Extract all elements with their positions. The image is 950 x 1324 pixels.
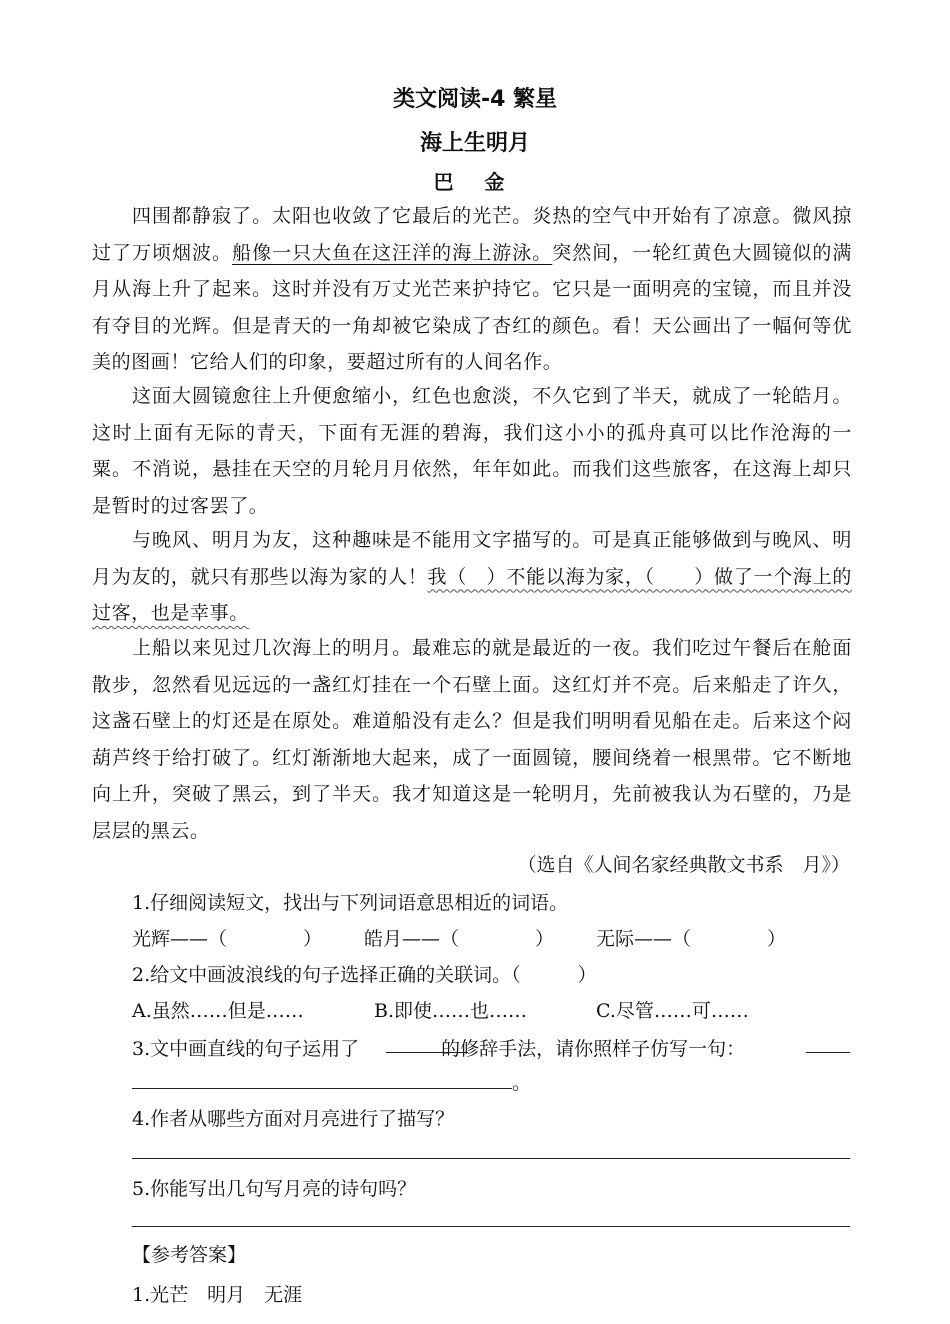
question-5: 5.你能写出几句写月亮的诗句吗？ — [132, 1178, 417, 1200]
question-4-answer-line[interactable] — [132, 1158, 850, 1159]
question-1-item-c[interactable]: 无际——（ ） — [596, 928, 787, 950]
question-2: 2.给文中画波浪线的句子选择正确的关联词。（ ） — [132, 964, 597, 986]
underlined-sentence: 船像一只大鱼在这汪洋的海上游泳。 — [232, 241, 553, 264]
paragraph-1-text-a: 四围都静寂了。太阳也收敛了它最后的光芒。炎热的空气中开始有了凉意。微风掠过了万顷烟波。 — [92, 205, 852, 264]
question-3-blank-sentence[interactable] — [132, 1088, 512, 1089]
question-1-item-b[interactable]: 皓月——（ ） — [364, 928, 555, 950]
paragraph-3 — [92, 522, 852, 632]
question-3-blank-rhetoric[interactable] — [386, 1052, 468, 1053]
question-3-end-mark: 。 — [512, 1072, 532, 1094]
paragraph-1 — [92, 198, 852, 381]
paragraph-1-text-b: 突然间，一轮红黄色大圆镜似的满月从海上升了起来。这时并没有万丈光芒来护持它。它只是一面明亮的宝镜，而且并没有夺目的光辉。但是青天的一角却被它染成了杏红的颜色。看！天公画出了一幅何等优美的图画！它给人们的印象，要超过所有的人间名作。 — [92, 241, 852, 374]
question-1: 1.仔细阅读短文，找出与下列词语意思相近的词语。 — [132, 892, 569, 914]
question-2-option-c[interactable]: C.尽管……可…… — [596, 1000, 749, 1022]
source-citation: （选自《人间名家经典散文书系 月》） — [517, 854, 850, 876]
answer-1: 1.光芒 明月 无涯 — [132, 1284, 303, 1306]
paragraph-4: 上船以来见过几次海上的明月。最难忘的就是最近的一夜。我们吃过午餐后在舱面散步，忽然看见远远的一盏红灯挂在一个石壁上面。这红灯并不亮。后来船走了许久，这盏石壁上的灯还是在原处。难道船没有走么？但是我们明明看见船在走。后来这个闷葫芦终于给打破了。红灯渐渐地大起来，成了一面圆镜，腰间绕着一根黑带。它不断地向上升，突破了黑云，到了半天。我才知道这是一轮明月，先前被我认为石壁的，乃是层层的黑云。 — [92, 637, 852, 842]
paragraph-2: 这面大圆镜愈往上升便愈缩小，红色也愈淡，不久它到了半天，就成了一轮皓月。这时上面有无际的青天，下面有无涯的碧海，我们这小小的孤舟真可以比作沧海的一粟。不消说，悬挂在天空的月轮月月依然，年年如此。而我们这些旅客，在这海上却只是暂时的过客罢了。 — [92, 385, 852, 517]
question-2-option-b[interactable]: B.即使……也…… — [374, 1000, 528, 1022]
question-3 — [132, 1034, 745, 1061]
essay-author: 巴 金 — [433, 170, 517, 194]
essay-title: 海上生明月 — [419, 131, 530, 156]
question-5-answer-line[interactable] — [132, 1226, 850, 1227]
worksheet-title: 类文阅读-4 繁星 — [392, 87, 558, 112]
question-4: 4.作者从哪些方面对月亮进行了描写？ — [132, 1108, 455, 1130]
question-3-text-a: 3.文中画直线的句子运用了 — [132, 1038, 360, 1060]
question-1-item-a[interactable]: 光辉——（ ） — [132, 928, 323, 950]
wavy-underlined-sentence: 我（ ）不能以海为家，（ ）做了一个海上的过客，也是幸事。 — [92, 565, 853, 625]
question-3-text-b: 的修辞手法，请你照样子仿写一句： — [441, 1038, 746, 1060]
question-3-blank-sentence-start[interactable] — [806, 1052, 850, 1053]
paragraph-3-text: 与晚风、明月为友，这种趣味是不能用文字描写的。可是真正能够做到与晚风、明月为友的，就只有那些以海为家的人！ — [92, 529, 852, 588]
answer-key-heading: 【参考答案】 — [132, 1244, 247, 1266]
question-2-option-a[interactable]: A.虽然……但是…… — [132, 1000, 304, 1022]
